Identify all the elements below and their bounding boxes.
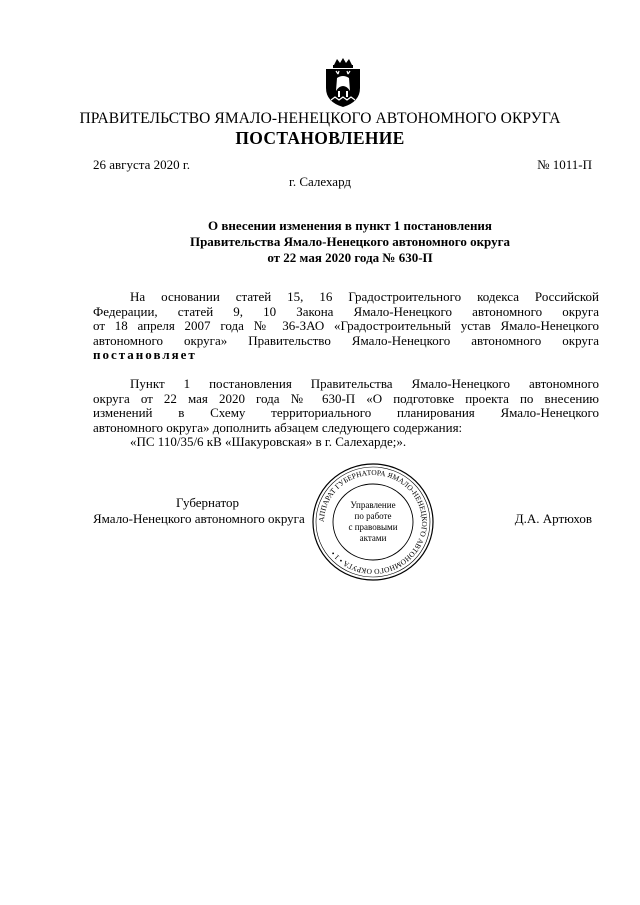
document-date: 26 августа 2020 г.: [93, 157, 190, 172]
document-subject: [90, 218, 610, 266]
paragraph-line: Пункт 1 постановления Правительства Ямало-Ненецкого автономного: [130, 376, 599, 391]
stamp-ring-text: АППАРАТ ГУБЕРНАТОРА ЯМАЛО-НЕНЕЦКОГО АВТОНОМНОГО ОКРУГА • 1 •: [316, 467, 430, 577]
decree-word: постановляет: [93, 347, 197, 362]
stamp-line: актами: [359, 533, 387, 543]
stamp-line: по работе: [354, 511, 392, 521]
signatory-position: Губернатор: [176, 495, 239, 510]
document-number: № 1011-П: [537, 157, 592, 172]
subject-line: от 22 мая 2020 года № 630-П: [267, 250, 433, 265]
stamp-line: с правовыми: [348, 522, 398, 532]
body-paragraph-1: [93, 290, 599, 363]
paragraph-line: На основании статей 15, 16 Градостроительного кодекса Российской: [130, 289, 599, 304]
subject-line: Правительства Ямало-Ненецкого автономного округа: [189, 234, 511, 249]
government-title: ПРАВИТЕЛЬСТВО ЯМАЛО-НЕНЕЦКОГО АВТОНОМНОГО ОКРУГА: [79, 110, 561, 127]
signatory-organization: Ямало-Ненецкого автономного округа: [93, 511, 305, 526]
signatory-name: Д.А. Артюхов: [514, 511, 592, 526]
paragraph-line: округа от 22 мая 2020 года № 630-П «О подготовке проекта по внесению: [93, 390, 599, 406]
document-type: ПОСТАНОВЛЕНИЕ: [235, 128, 405, 148]
paragraph-line: Федерации, статей 9, 10 Закона Ямало-Ненецкого автономного округа: [93, 303, 599, 319]
official-stamp-icon: [310, 462, 436, 582]
body-paragraph-3: «ПС 110/35/6 кВ «Шакуровская» в г. Салехарде;».: [130, 434, 407, 449]
paragraph-line: изменений в Схему территориального планирования Ямало-Ненецкого: [93, 405, 599, 420]
stamp-line: Управление: [350, 500, 396, 510]
paragraph-line: от 18 апреля 2007 года № 36-ЗАО «Градостроительный устав Ямало-Ненецкого: [93, 318, 599, 333]
coat-of-arms-icon: [323, 58, 363, 108]
paragraph-line: автономного округа» дополнить абзацем следующего содержания:: [93, 419, 463, 435]
document-city: г. Салехард: [288, 174, 352, 189]
subject-line: О внесении изменения в пункт 1 постановления: [208, 218, 492, 233]
body-paragraph-2: [93, 377, 599, 450]
paragraph-line: автономного округа» Правительство Ямало-Ненецкого автономного округа: [93, 332, 599, 348]
